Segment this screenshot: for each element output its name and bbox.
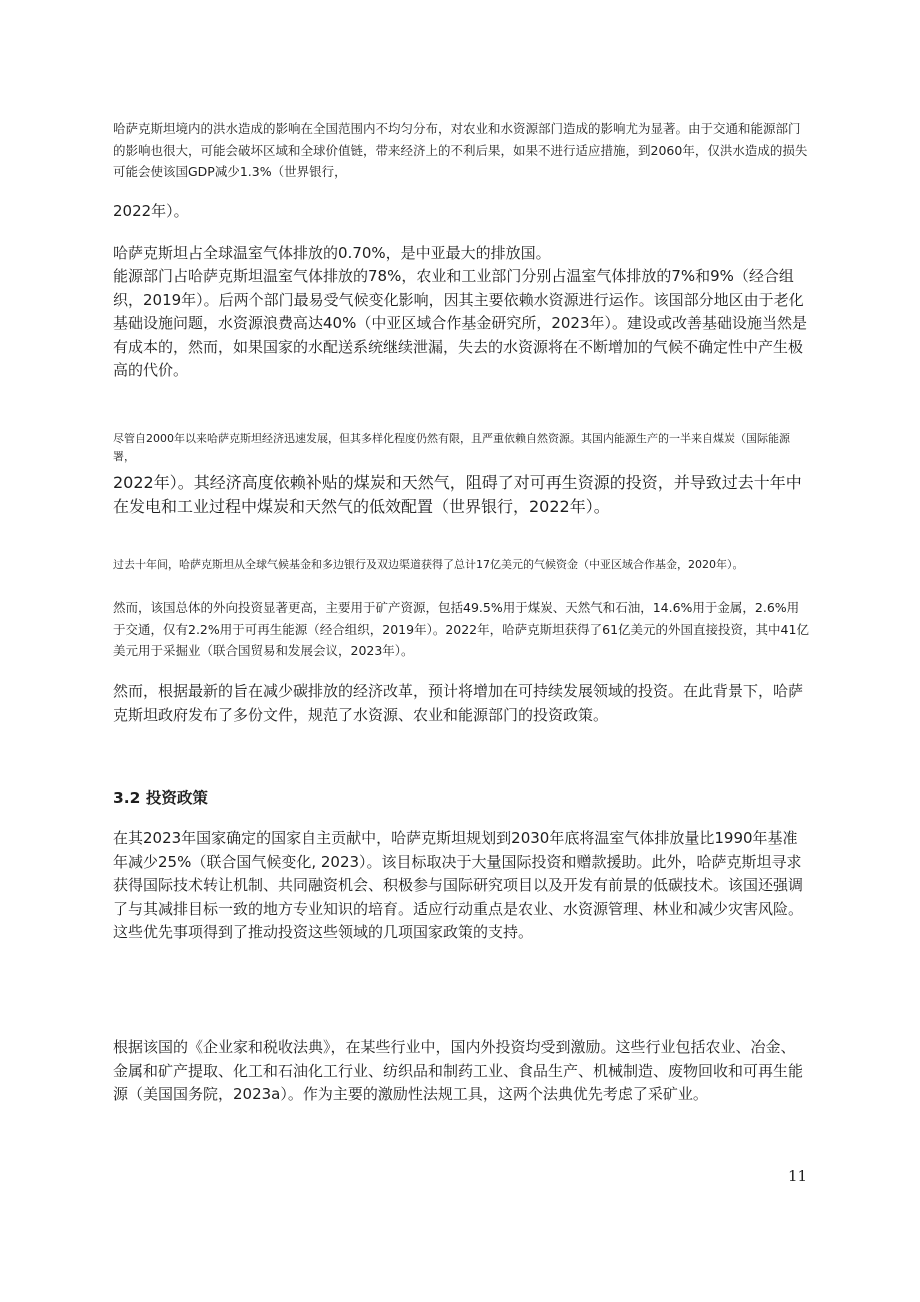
paragraph-emissions-share: 哈萨克斯坦占全球温室气体排放的0.70%，是中亚最大的排放国。	[113, 244, 551, 262]
paragraph-energy-sector: 能源部门占哈萨克斯坦温室气体排放的78%，农业和工业部门分别占温室气体排放的7%和9%（经合组织，2019年）。后两个部门最易受气候变化影响，因其主要依赖水资源进行运作。该国部分地区由于老化基础设施问题，水资源浪费高达40%（中亚区域合作基金研究所，2023年）。建设或改善基础设施当然是有成本的，然而，如果国家的水配送系统继续泄漏，失去的水资源将在不断增加的气候不确定性中产生极高的代价。	[113, 267, 808, 379]
paragraph-economic-reform: 然而，根据最新的旨在减少碳排放的经济改革，预计将增加在可持续发展领域的投资。在此背景下，哈萨克斯坦政府发布了多份文件，规范了水资源、农业和能源部门的投资政策。	[113, 682, 804, 724]
paragraph-tax-code: 根据该国的《企业家和税收法典》，在某些行业中，国内外投资均受到激励。这些行业包括农业、冶金、金属和矿产提取、化工和石油化工行业、纺织品和制药工业、食品生产、机械制造、废物回收和可再生能源（美国国务院，2023a）。作为主要的激励性法规工具，这两个法典优先考虑了采矿业。	[113, 1038, 804, 1103]
page-number: 11	[788, 1167, 808, 1185]
paragraph-ndc: 在其2023年国家确定的国家自主贡献中，哈萨克斯坦规划到2030年底将温室气体排放量比1990年基准年减少25%（联合国气候变化, 2023）。该目标取决于大量国际投资和赠款援助。此外，哈萨克斯坦寻求获得国际技术转让机制、共同融资机会、积极参与国际研究项目以及开发有前景的低碳技术。该国还强调了与其减排目标一致的地方专业知识的培育。适应行动重点是农业、水资源管理、林业和减少灾害风险。这些优先事项得到了推动投资这些领域的几项国家政策的支持。	[113, 829, 804, 941]
paragraph-economy-diversification: 尽管自2000年以来哈萨克斯坦经济迅速发展，但其多样化程度仍然有限，且严重依赖自然资源。其国内能源生产的一半来自煤炭（国际能源署，	[113, 432, 790, 463]
section-heading: 3.2 投资政策	[113, 789, 208, 807]
paragraph-climate-finance: 过去十年间，哈萨克斯坦从全球气候基金和多边银行及双边渠道获得了总计17亿美元的气候资金（中亚区域合作基金，2020年）。	[113, 558, 744, 571]
paragraph-citation-continuation: 2022年）。	[113, 202, 189, 220]
paragraph-flood-impact: 哈萨克斯坦境内的洪水造成的影响在全国范围内不均匀分布，对农业和水资源部门造成的影响尤为显著。由于交通和能源部门的影响也很大，可能会破坏区域和全球价值链，带来经济上的不利后果，如果不进行适应措施，到2060年，仅洪水造成的损失可能会使该国GDP减少1.3%（世界银行，	[113, 121, 808, 179]
paragraph-subsidized-coal: 2022年）。其经济高度依赖补贴的煤炭和天然气，阻碍了对可再生资源的投资，并导致过去十年中在发电和工业过程中煤炭和天然气的低效配置（世界银行，2022年）。	[113, 473, 802, 516]
paragraph-outward-investment: 然而，该国总体的外向投资显著更高，主要用于矿产资源，包括49.5%用于煤炭、天然气和石油，14.6%用于金属，2.6%用于交通，仅有2.2%用于可再生能源（经合组织，2019年）。2022年，哈萨克斯坦获得了61亿美元的外国直接投资，其中41亿美元用于采掘业（联合国贸易和发展会议，2023年）。	[113, 600, 809, 658]
